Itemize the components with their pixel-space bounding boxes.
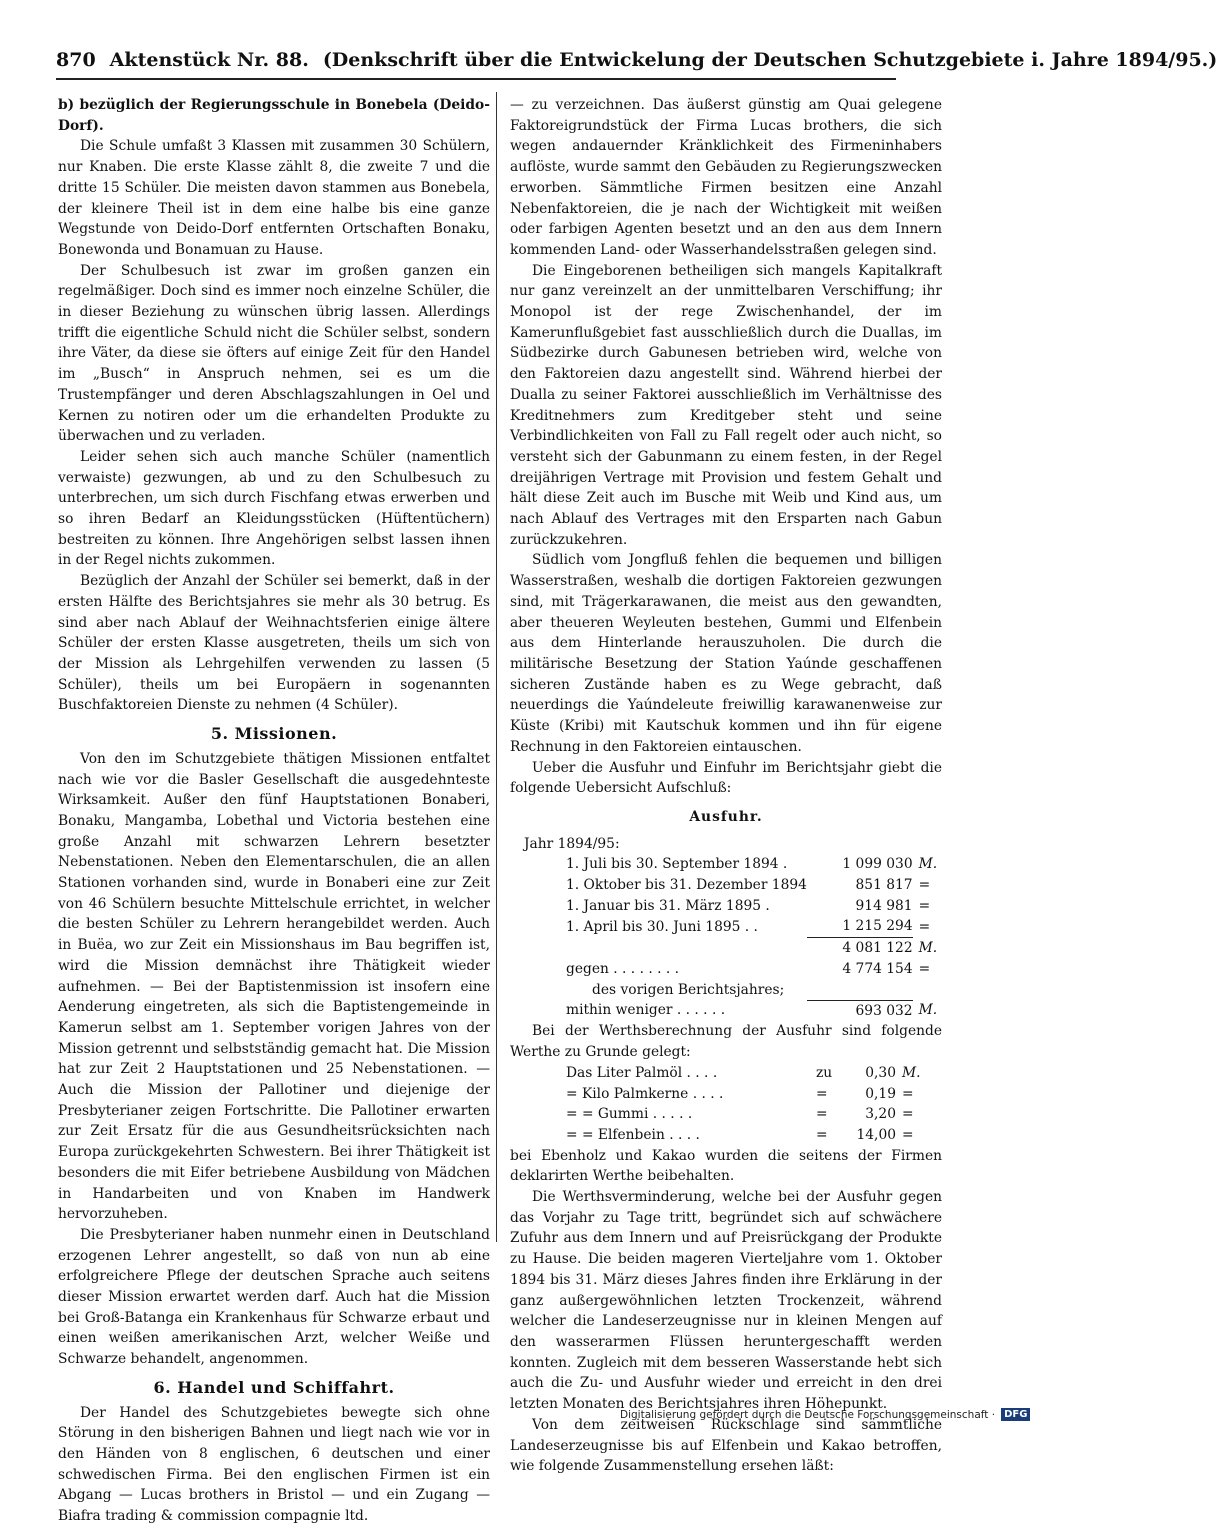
amount-cell: 851 817: [855, 877, 913, 894]
value-cell: 14,00: [856, 1126, 896, 1143]
unit-cell: M.: [918, 856, 938, 873]
table-row: [566, 1104, 926, 1125]
unit-cell: =: [902, 1126, 914, 1143]
unit-cell: =: [918, 918, 931, 935]
digitization-credit: [620, 1408, 1030, 1421]
unit-cell: =: [918, 897, 931, 914]
value-cell: 3,20: [865, 1106, 896, 1123]
weniger-unit: M.: [918, 1002, 938, 1019]
item-cell: = = Gummi . . . . .: [566, 1106, 693, 1123]
paragraph: — zu verzeichnen. Das äußerst günstig am Quai gelegene Faktoreigrundstück der Firma Lucas brothers, die sich wegen andauernder Kränklichkeit des Firmeninhabers auflöste, wurde sammt den Gebäuden zu Regierungszwecken erworben. Sämmtliche Firmen besitzen eine Anzahl Nebenfaktoreien, die je nach der Wichtigkeit mit weißen oder farbigen Agenten besetzt und an den aus dem Innern kommenden Land- oder Wasserhandelsstraßen gelegen sind.: [510, 97, 942, 258]
period-cell: 1. Oktober bis 31. Dezember 1894: [566, 877, 807, 894]
total-amount: 4 081 122: [807, 938, 913, 959]
left-column: [58, 95, 490, 1527]
period-cell: 1. Juli bis 30. September 1894 .: [566, 856, 788, 873]
amount-cell: 1 099 030: [842, 856, 913, 873]
table-row: [566, 896, 942, 917]
amount-cell: 914 981: [855, 897, 913, 914]
table-row: [566, 854, 942, 875]
price-table: [566, 1063, 926, 1146]
paragraph: Von den im Schutzgebiete thätigen Missionen entfaltet nach wie vor die Basler Gesellschaft die ausgedehnteste Wirksamkeit. Außer den fünf Hauptstationen Bonaberi, Bonaku, Mangamba, Lobethal und Victoria bestehen eine große Anzahl mit schwarzen Lehrern besetzter Nebenstationen. Neben den Elementarschulen, die an allen Stationen vorhanden sind, wurde in Bonaberi eine zur Zeit von 46 Schülern besuchte Mittelschule errichtet, in welcher die besten Schüler zu Lehrern herangebildet werden. Auch in Buëa, wo zur Zeit ein Missionshaus im Bau begriffen ist, wird die Mission demnächst ihre Thätigkeit wieder aufnehmen. — Bei der Baptistenmission ist insofern eine Aenderung eingetreten, als sich die Baptistengemeinde in Kamerun selbst am 1. September vorigen Jahres von der Mission getrennt und selbstständig gemacht hat. Die Mission hat zur Zeit 2 Hauptstationen und 25 Nebenstationen. — Auch die Mission der Pallotiner und diejenige der Presbyterianer zeigen Fortschritte. Die Pallotiner erwarten zur Zeit Ersatz für die aus Gesundheitsrücksichten nach Europa zurückgekehrten Schwestern. Bei ihrer Thätigkeit ist besonders die mit Eifer betriebene Ausbildung von Mädchen in Handarbeiten und von Knaben im Handwerk hervorzuheben.: [58, 750, 490, 1223]
zu-cell: =: [816, 1085, 828, 1102]
zu-cell: =: [816, 1126, 828, 1143]
table-heading-ausfuhr: Ausfuhr.: [689, 808, 763, 825]
page-header: [56, 42, 1217, 80]
total-row: [566, 938, 942, 959]
period-cell: 1. April bis 30. Juni 1895 . .: [566, 918, 758, 935]
gegen-amount: 4 774 154: [842, 960, 913, 977]
export-table: [566, 854, 942, 1021]
paragraph: Der Handel des Schutzgebietes bewegte sich ohne Störung in den bisherigen Bahnen und liegt nach wie vor in den Händen von 8 englischen, 6 deutschen und einer schwedischen Firma. Bei den englischen Firmen ist ein Abgang — Lucas brothers in Bristol — und ein Zugang — Biafra trading & commission compagnie ltd.: [58, 1404, 490, 1525]
paragraph: Die Schule umfaßt 3 Klassen mit zusammen 30 Schülern, nur Knaben. Die erste Klasse zählt 8, die zweite 7 und die dritte 15 Schüler. Die meisten davon stammen aus Bonebela, der kleinere Theil ist in dem eine halbe bis eine ganze Wegstunde von Deido-Dorf entfernten Ortschaften Bonaku, Bonewonda und Bonamuan zu Hause.: [58, 138, 490, 258]
total-unit: M.: [918, 939, 938, 956]
paragraph: bei Ebenholz und Kakao wurden die seitens der Firmen deklarirten Werthe beibehalten.: [510, 1147, 942, 1185]
section-heading-missionen: 5. Missionen.: [210, 724, 338, 744]
paragraph: Bei der Werthsberechnung der Ausfuhr sind folgende Werthe zu Grunde gelegt:: [510, 1023, 942, 1061]
page-number: 870: [56, 49, 96, 71]
paragraph: Die Werthsverminderung, welche bei der Ausfuhr gegen das Vorjahr zu Tage tritt, begründet sich auf schwächere Zufuhr aus dem Innern und auf Preisrückgang der Produkte zu Hause. Die beiden mageren Vierteljahre vom 1. Oktober 1894 bis 31. März dieses Jahres finden ihre Erklärung in der ganz außergewöhnlichen letzten Trockenzeit, während welcher die Landeserzeugnisse nur in kleinen Mengen auf den wasserarmen Flüssen heruntergeschafft werden konnten. Zugleich mit dem besseren Wasserstande hebt sich auch die Zu- und Ausfuhr wieder und erreicht in den drei letzten Monaten des Berichtsjahres ihren Höhepunkt.: [510, 1189, 942, 1413]
gegen-unit: =: [918, 960, 931, 977]
table-row: [566, 1125, 926, 1146]
gegen-label: gegen . . . . . . . .: [566, 960, 680, 977]
paragraph: Bezüglich der Anzahl der Schüler sei bemerkt, daß in der ersten Hälfte des Berichtsjahres sie mehr als 30 betrug. Es sind aber nach Ablauf der Weihnachtsferien einige ältere Schüler der ersten Klasse ausgetreten, theils um sich von der Mission als Lehrgehilfen verwenden zu lassen (5 Schüler), theils um bei Europäern in sogenannten Buschfaktoreien Dienste zu nehmen (4 Schüler).: [58, 573, 490, 714]
paragraph: Die Eingeborenen betheiligen sich mangels Kapitalkraft nur ganz vereinzelt an der unmittelbaren Verschiffung; ihr Monopol ist der rege Zwischenhandel, der im Kamerunflußgebiet fast ausschließlich durch die Duallas, im Südbezirke durch Gabunesen betrieben wird, welche von den Faktoreien dazu angestellt sind. Während hierbei der Dualla zu seiner Faktorei ausschließlich im Verhältnisse des Kreditnehmers zum Kreditgeber steht und seine Verbindlichkeiten von Fall zu Fall regelt oder auch nicht, so versteht sich der Gabunmann zu einem festen, in der Regel dreijährigen Vertrage mit Provision und festem Gehalt und hält diese Zeit auch im Busche mit Weib und Kind aus, um nach Ablauf des Vertrages mit den Ersparten nach Gabun zurückzukehren.: [510, 262, 942, 548]
subsection-heading-b: b) bezüglich der Regierungsschule in Bonebela (Deido-Dorf).: [58, 97, 490, 134]
column-divider: [496, 92, 497, 1242]
paragraph: Südlich vom Jongfluß fehlen die bequemen und billigen Wasserstraßen, weshalb die dortigen Faktoreien gezwungen sind, mit Trägerkarawanen, die meist aus den gewandten, aber theueren Weyleuten bestehen, Gummi und Elfenbein aus dem Hinterlande herauszuholen. Die durch die militärische Besetzung der Station Yaúnde geschaffenen sicheren Zustände haben es zu Wege gebracht, daß neuerdings die Yaúndeleute freiwillig karawanenweise zur Küste (Kribi) mit Kautschuk kommen und ihn für eigene Rechnung in den Faktoreien eintauschen.: [510, 552, 942, 755]
period-cell: 1. Januar bis 31. März 1895 .: [566, 897, 770, 914]
value-cell: 0,30: [865, 1064, 896, 1081]
unit-cell: =: [918, 877, 931, 894]
weniger-amount: 693 032: [807, 1000, 913, 1021]
credit-text: Digitalisierung gefördert durch die Deutsche Forschungsgemeinschaft ·: [620, 1408, 996, 1421]
item-cell: Das Liter Palmöl . . . .: [566, 1064, 718, 1081]
paragraph: Der Schulbesuch ist zwar im großen ganzen ein regelmäßiger. Doch sind es immer noch einzelne Schüler, die in dieser Beziehung zu wünschen übrig lassen. Allerdings trifft die eigentliche Schuld nicht die Schüler selbst, sondern ihre Väter, da diese sie öfters auf einige Zeit für den Handel im „Busch“ in Anspruch nehmen, sei es um die Trustempfänger und deren Abschlagszahlungen in Oel und Kernen zu notiren oder um die erhandelten Produkte zu überwachen und zu verladen.: [58, 262, 490, 445]
gegen-row: [566, 959, 942, 980]
item-cell: = Kilo Palmkerne . . . .: [566, 1085, 724, 1102]
weniger-label: mithin weniger . . . . . .: [566, 1002, 726, 1019]
unit-cell: =: [902, 1085, 914, 1102]
paragraph: Leider sehen sich auch manche Schüler (namentlich verwaiste) gezwungen, ab und zu den Schulbesuch zu unterbrechen, um sich durch Fischfang etwas erwerben und so ihren Bedarf an Kleidungsstücken (Hüftentüchern) bestreiten zu können. Ihre Angehörigen selbst lassen ihnen in der Regel nichts zukommen.: [58, 448, 490, 569]
paragraph: Ueber die Ausfuhr und Einfuhr im Berichtsjahr giebt die folgende Uebersicht Aufschluß:: [510, 759, 942, 797]
unit-cell: =: [902, 1106, 914, 1123]
unit-cell: M.: [902, 1064, 921, 1081]
zu-cell: =: [816, 1106, 828, 1123]
amount-cell: 1 215 294: [842, 918, 913, 935]
item-cell: = = Elfenbein . . . .: [566, 1126, 700, 1143]
right-column: [510, 95, 942, 1477]
zu-cell: zu: [816, 1064, 833, 1081]
table-row: [566, 916, 942, 937]
paragraph: Die Presbyterianer haben nunmehr einen in Deutschland erzogenen Lehrer angestellt, so daß von nun ab eine erfolgreichere Pflege der deutschen Sprache auch seitens dieser Mission erwartet werden darf. Auch hat die Mission bei Groß-Batanga ein Krankenhaus für Schwarze erbaut und einen weißen amerikanischen Arzt, welcher Weiße und Schwarze behandelt, angenommen.: [58, 1226, 490, 1368]
gegen-note: des vorigen Berichtsjahres;: [592, 981, 785, 998]
paragraph: Von dem zeitweisen Rückschlage sind sämmtliche Landeserzeugnisse bis auf Elfenbein und Kakao betroffen, wie folgende Zusammenstellung ersehen läßt:: [510, 1416, 942, 1475]
value-cell: 0,19: [865, 1085, 896, 1102]
difference-row: [566, 1000, 942, 1021]
document-reference: Aktenstück Nr. 88.: [109, 49, 309, 71]
page-title: (Denkschrift über die Entwickelung der Deutschen Schutzgebiete i. Jahre 1894/95.): [322, 49, 1217, 71]
dfg-logo: DFG: [1001, 1408, 1030, 1421]
gegen-note-row: [566, 980, 942, 1001]
year-label: Jahr 1894/95:: [524, 835, 620, 852]
table-row: [566, 875, 942, 896]
section-heading-handel: 6. Handel und Schiffahrt.: [153, 1377, 395, 1397]
table-row: [566, 1084, 926, 1105]
table-row: [566, 1063, 926, 1084]
